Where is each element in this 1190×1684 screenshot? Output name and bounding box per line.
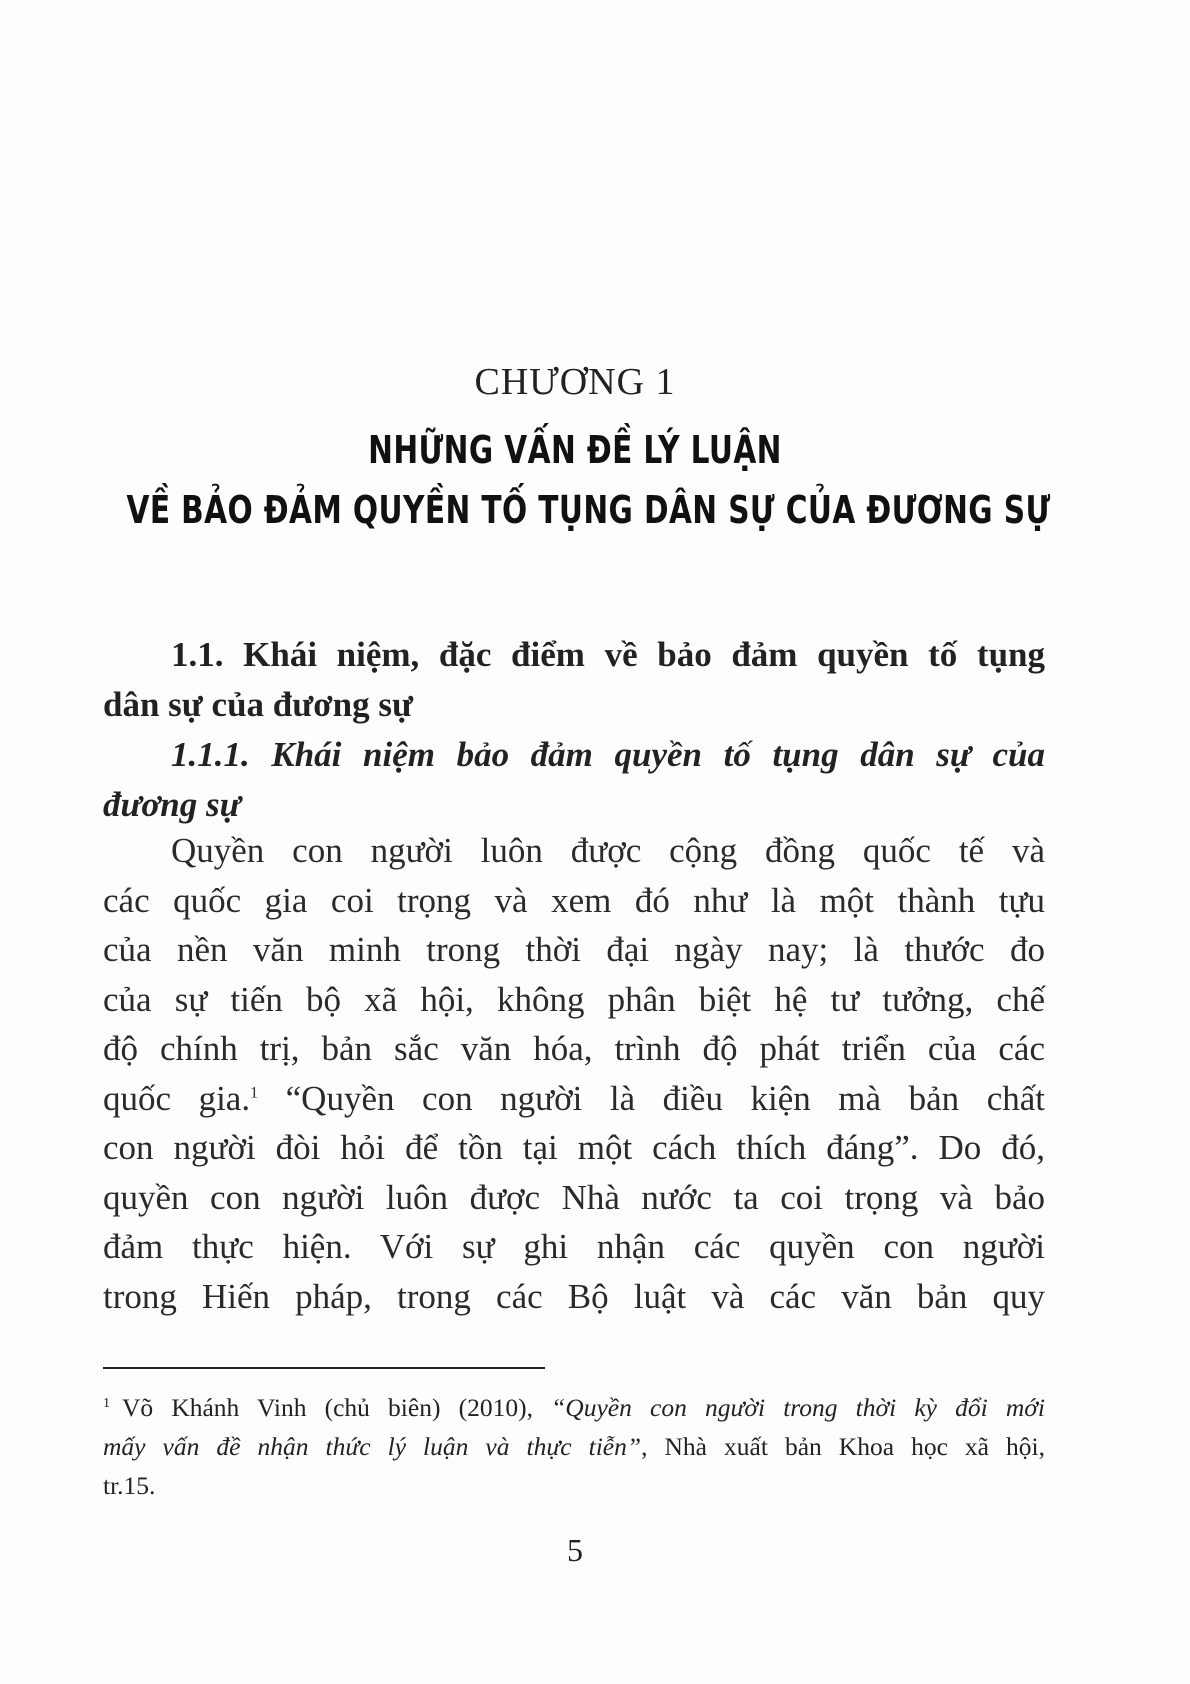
- footnote-author: Võ Khánh Vinh (chủ biên) (2010),: [122, 1393, 552, 1422]
- paragraph-line: con người đòi hỏi để tồn tại một cách thích đáng”. Do đó,: [103, 1128, 1045, 1167]
- paragraph-line-with-footnote: [103, 1074, 1045, 1124]
- chapter-title-line-1: NHỮNG VẤN ĐỀ LÝ LUẬN: [368, 428, 782, 472]
- footnote-publisher: , Nhà xuất bản Khoa học xã hội,: [641, 1432, 1045, 1461]
- footnote-line-3: tr.15.: [103, 1471, 156, 1500]
- page-number: 5: [567, 1532, 583, 1568]
- footnote-divider: [103, 1367, 545, 1369]
- paragraph-line: đảm thực hiện. Với sự ghi nhận các quyền con người: [103, 1227, 1045, 1266]
- chapter-title-line-2: VỀ BẢO ĐẢM QUYỀN TỐ TỤNG DÂN SỰ CỦA ĐƯƠNG SỰ: [126, 488, 1051, 532]
- footnote-line-2: [103, 1427, 1045, 1466]
- paragraph-line: quyền con người luôn được Nhà nước ta coi trọng và bảo: [103, 1177, 1045, 1217]
- footnote-reference: 1: [250, 1083, 259, 1101]
- footnote-title: “Quyền con người trong thời kỳ đổi mới: [551, 1393, 1045, 1422]
- paragraph-text: “Quyền con người là điều kiện mà bản chất: [258, 1078, 1045, 1118]
- body-paragraph: [103, 826, 1045, 1321]
- footnote: [103, 1388, 1045, 1505]
- footnote-title: mấy vấn đề nhận thức lý luận và thực tiễn”: [103, 1432, 642, 1461]
- paragraph-line: Quyền con người luôn được cộng đồng quốc tế và: [171, 831, 1045, 870]
- subsection-heading-line-1: 1.1.1. Khái niệm bảo đảm quyền tố tụng dân sự của: [171, 735, 1045, 774]
- subsection-heading: [103, 730, 1045, 829]
- section-heading-line-2: dân sự của đương sự: [103, 684, 413, 724]
- paragraph-line: các quốc gia coi trọng và xem đó như là một thành tựu: [103, 880, 1045, 920]
- paragraph-line: độ chính trị, bản sắc văn hóa, trình độ phát triển của các: [103, 1029, 1045, 1068]
- paragraph-text: quốc gia.: [103, 1078, 251, 1118]
- section-heading-line-1: 1.1. Khái niệm, đặc điểm về bảo đảm quyền tố tụng: [171, 635, 1045, 674]
- paragraph-line: của sự tiến bộ xã hội, không phân biệt hệ tư tưởng, chế: [103, 979, 1045, 1019]
- section-heading: [103, 630, 1045, 729]
- footnote-line-1: [103, 1388, 1045, 1427]
- paragraph-line: trong Hiến pháp, trong các Bộ luật và các văn bản quy: [103, 1276, 1045, 1316]
- subsection-heading-line-2: đương sự: [103, 784, 241, 824]
- paragraph-line: của nền văn minh trong thời đại ngày nay; là thước đo: [103, 930, 1045, 969]
- chapter-label: CHƯƠNG 1: [474, 361, 676, 403]
- footnote-marker: 1: [103, 1395, 110, 1411]
